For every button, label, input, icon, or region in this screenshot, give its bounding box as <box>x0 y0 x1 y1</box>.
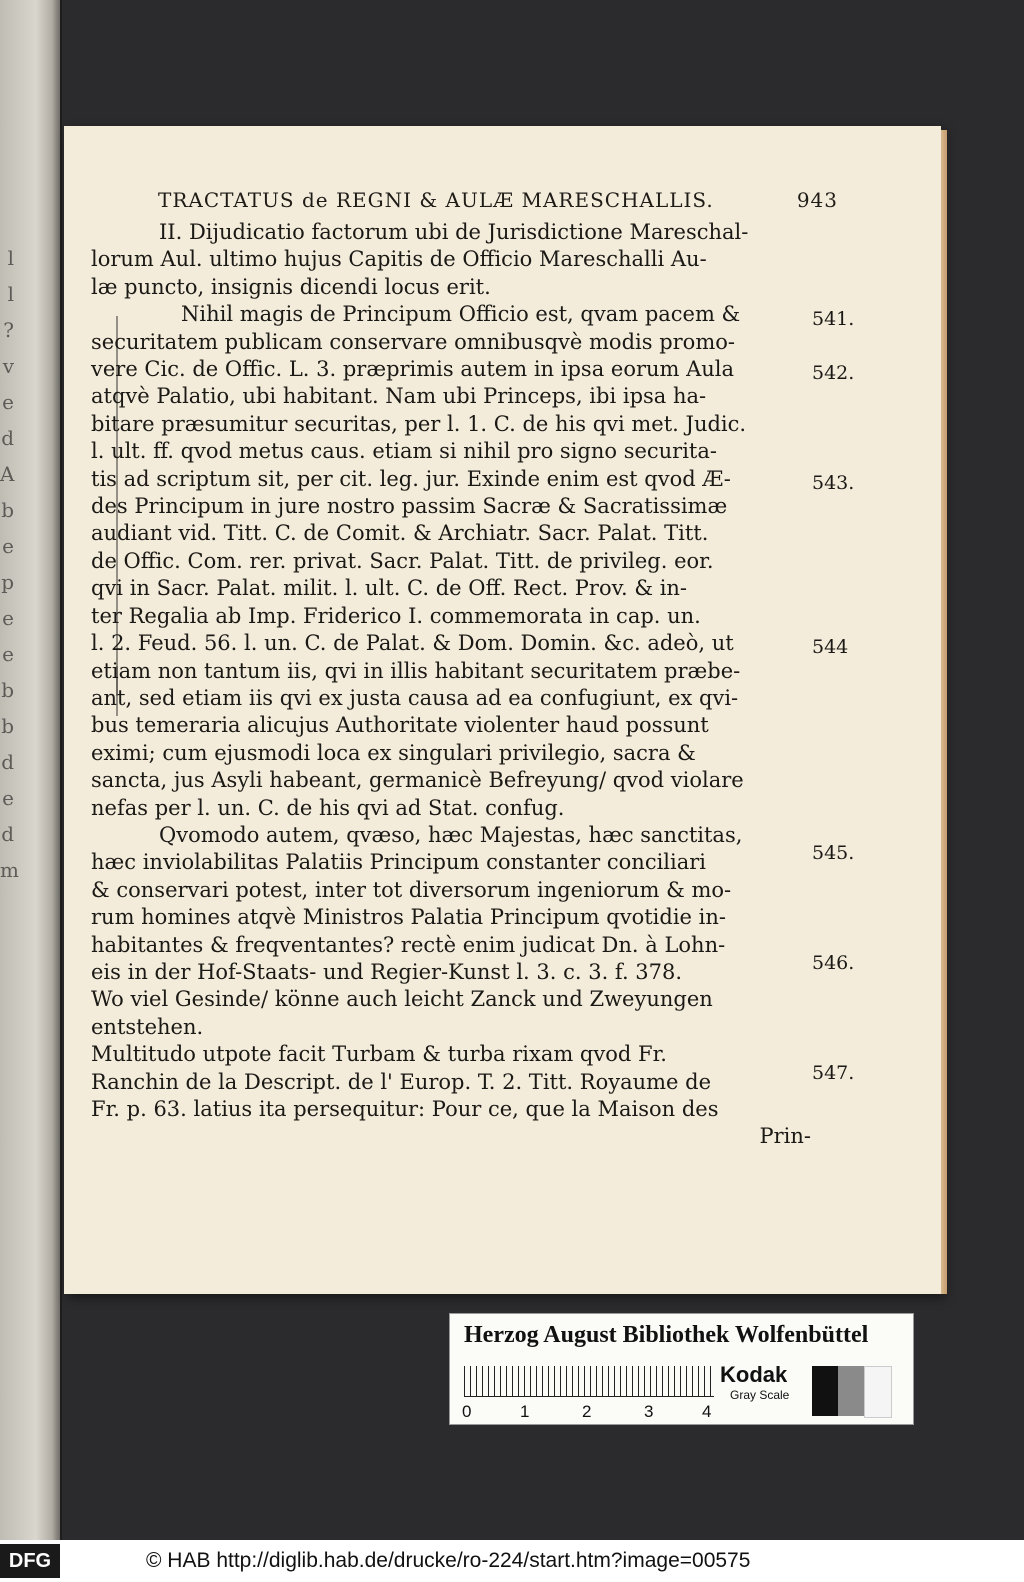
fragment: p <box>1 570 14 594</box>
fragment: d <box>1 822 14 846</box>
margin-number: 541. <box>812 308 855 330</box>
text-line: ant, sed etiam iis qvi ex justa causa ad ea confugiunt, ex qvi- <box>91 685 739 710</box>
gray-scale-label: Gray Scale <box>730 1388 790 1402</box>
page-number: 943 <box>796 188 838 212</box>
text-line: securitatem publicam conservare omnibusqvè modis promo- <box>91 329 735 354</box>
fragment: e <box>2 534 14 558</box>
catchword: Prin- <box>759 1124 811 1149</box>
text-line: de Offic. Com. rer. privat. Sacr. Palat. Titt. de privileg. eor. <box>91 548 714 573</box>
scale-number: 0 <box>462 1402 472 1421</box>
fragment: b <box>1 498 14 522</box>
credit-url[interactable]: © HAB http://diglib.hab.de/drucke/ro-224/start.htm?image=00575 <box>146 1549 751 1572</box>
text-line: Ranchin de la Descript. de l' Europ. T. 2. Titt. Royaume de <box>91 1069 712 1094</box>
text-line: rum homines atqvè Ministros Palatia Principum qvotidie in- <box>91 905 726 930</box>
library-color-card <box>449 1313 914 1425</box>
kodak-logo: Kodak <box>720 1362 788 1387</box>
fragment: A <box>0 462 15 486</box>
margin-number: 547. <box>812 1062 855 1084</box>
scale-number: 2 <box>582 1402 592 1421</box>
fragment: e <box>2 390 14 414</box>
scale-number: 1 <box>520 1402 530 1421</box>
page-edge <box>941 130 947 1294</box>
text-line: Fr. p. 63. latius ita persequitur: Pour ce, que la Maison des <box>91 1097 719 1121</box>
margin-number: 546. <box>812 952 855 974</box>
fragment: ? <box>3 318 14 342</box>
text-line: II. Dijudicatio factorum ubi de Jurisdictione Mareschal- <box>159 220 749 244</box>
text-line: qvi in Sacr. Palat. milit. l. ult. C. de Off. Rect. Prov. & in- <box>91 576 688 601</box>
text-line: vere Cic. de Offic. L. 3. præprimis autem in ipsa eorum Aula <box>91 357 735 382</box>
fragment: d <box>1 750 14 774</box>
white-swatch <box>864 1366 892 1418</box>
text-line: des Principum in jure nostro passim Sacræ & Sacratissimæ <box>91 494 728 519</box>
dfg-logo: DFG <box>0 1544 60 1578</box>
gutter-shadow <box>52 0 62 1540</box>
text-line: bus temeraria alicujus Authoritate violenter haud possunt <box>91 713 709 738</box>
text-line: l. ult. ff. qvod metus caus. etiam si nihil pro signo securita- <box>91 439 717 464</box>
footer-bar <box>0 1540 1024 1582</box>
text-line: eximi; cum ejusmodi loca ex singulari privilegio, sacra & <box>91 740 696 765</box>
text-line: Nihil magis de Principum Officio est, qvam pacem & <box>181 302 741 327</box>
text-line: l. 2. Feud. 56. l. un. C. de Palat. & Dom. Domin. &c. adeò, ut <box>91 631 734 656</box>
scale-number: 4 <box>702 1402 712 1421</box>
text-line: eis in der Hof-Staats- und Regier-Kunst l. 3. c. 3. f. 378. <box>91 959 683 984</box>
margin-number: 543. <box>812 472 855 494</box>
text-line: sancta, jus Asyli habeant, germanicè Befreyung/ qvod violare <box>91 768 744 793</box>
fragment: e <box>2 642 14 666</box>
fragment: m <box>0 858 19 882</box>
text-line: audiant vid. Titt. C. de Comit. & Archiatr. Sacr. Palat. Titt. <box>91 521 709 546</box>
gray-swatch <box>838 1366 864 1416</box>
text-line: etiam non tantum iis, qvi in illis habitant securitatem præbe- <box>91 658 741 683</box>
fragment: b <box>1 678 14 702</box>
scale-number: 3 <box>644 1402 654 1421</box>
text-line: Qvomodo autem, qvæso, hæc Majestas, hæc sanctitas, <box>159 822 743 847</box>
text-line: hæc inviolabilitas Palatiis Principum constanter conciliari <box>91 850 706 875</box>
text-line: lorum Aul. ultimo hujus Capitis de Officio Mareschalli Au- <box>91 247 707 272</box>
text-line: & conservari potest, inter tot diversorum ingeniorum & mo- <box>91 877 732 902</box>
fragment: l <box>7 282 14 306</box>
text-line: tis ad scriptum sit, per cit. leg. jur. Exinde enim est qvod Æ- <box>91 466 731 491</box>
running-title: TRACTATUS de REGNI & AULÆ MARESCHALLIS. <box>158 188 714 212</box>
library-name: Herzog August Bibliothek Wolfenbüttel <box>464 1322 869 1348</box>
margin-number: 545. <box>812 842 855 864</box>
fragment: l <box>7 246 14 270</box>
fragment: e <box>2 606 14 630</box>
black-swatch <box>812 1366 838 1416</box>
fragment: e <box>2 786 14 810</box>
margin-number: 542. <box>812 362 855 384</box>
running-header <box>158 188 838 216</box>
text-line: bitare præsumitur securitas, per l. 1. C. de his qvi met. Judic. <box>91 411 747 436</box>
margin-number: 544 <box>812 636 849 658</box>
ruler-scale <box>464 1366 714 1397</box>
text-line: atqvè Palatio, ubi habitant. Nam ubi Princeps, ibi ipsa ha- <box>91 384 707 409</box>
fragment: b <box>1 714 14 738</box>
book-page <box>64 126 941 1294</box>
text-line: habitantes & freqventantes? rectè enim judicat Dn. à Lohn- <box>91 932 726 957</box>
text-line: Multitudo utpote facit Turbam & turba rixam qvod Fr. <box>91 1042 667 1067</box>
text-line: nefas per l. un. C. de his qvi ad Stat. confug. <box>91 795 565 820</box>
fragment: d <box>1 426 14 450</box>
text-line: ter Regalia ab Imp. Friderico I. commemorata in cap. un. <box>91 603 701 628</box>
fragment: v <box>2 354 14 378</box>
text-line: læ puncto, insignis dicendi locus erit. <box>91 274 491 299</box>
text-line: Wo viel Gesinde/ könne auch leicht Zanck und Zweyungen entstehen. <box>91 987 713 1039</box>
body-text <box>91 219 831 1151</box>
facing-page-fragments <box>0 240 19 888</box>
facing-page-edge <box>0 0 60 1540</box>
